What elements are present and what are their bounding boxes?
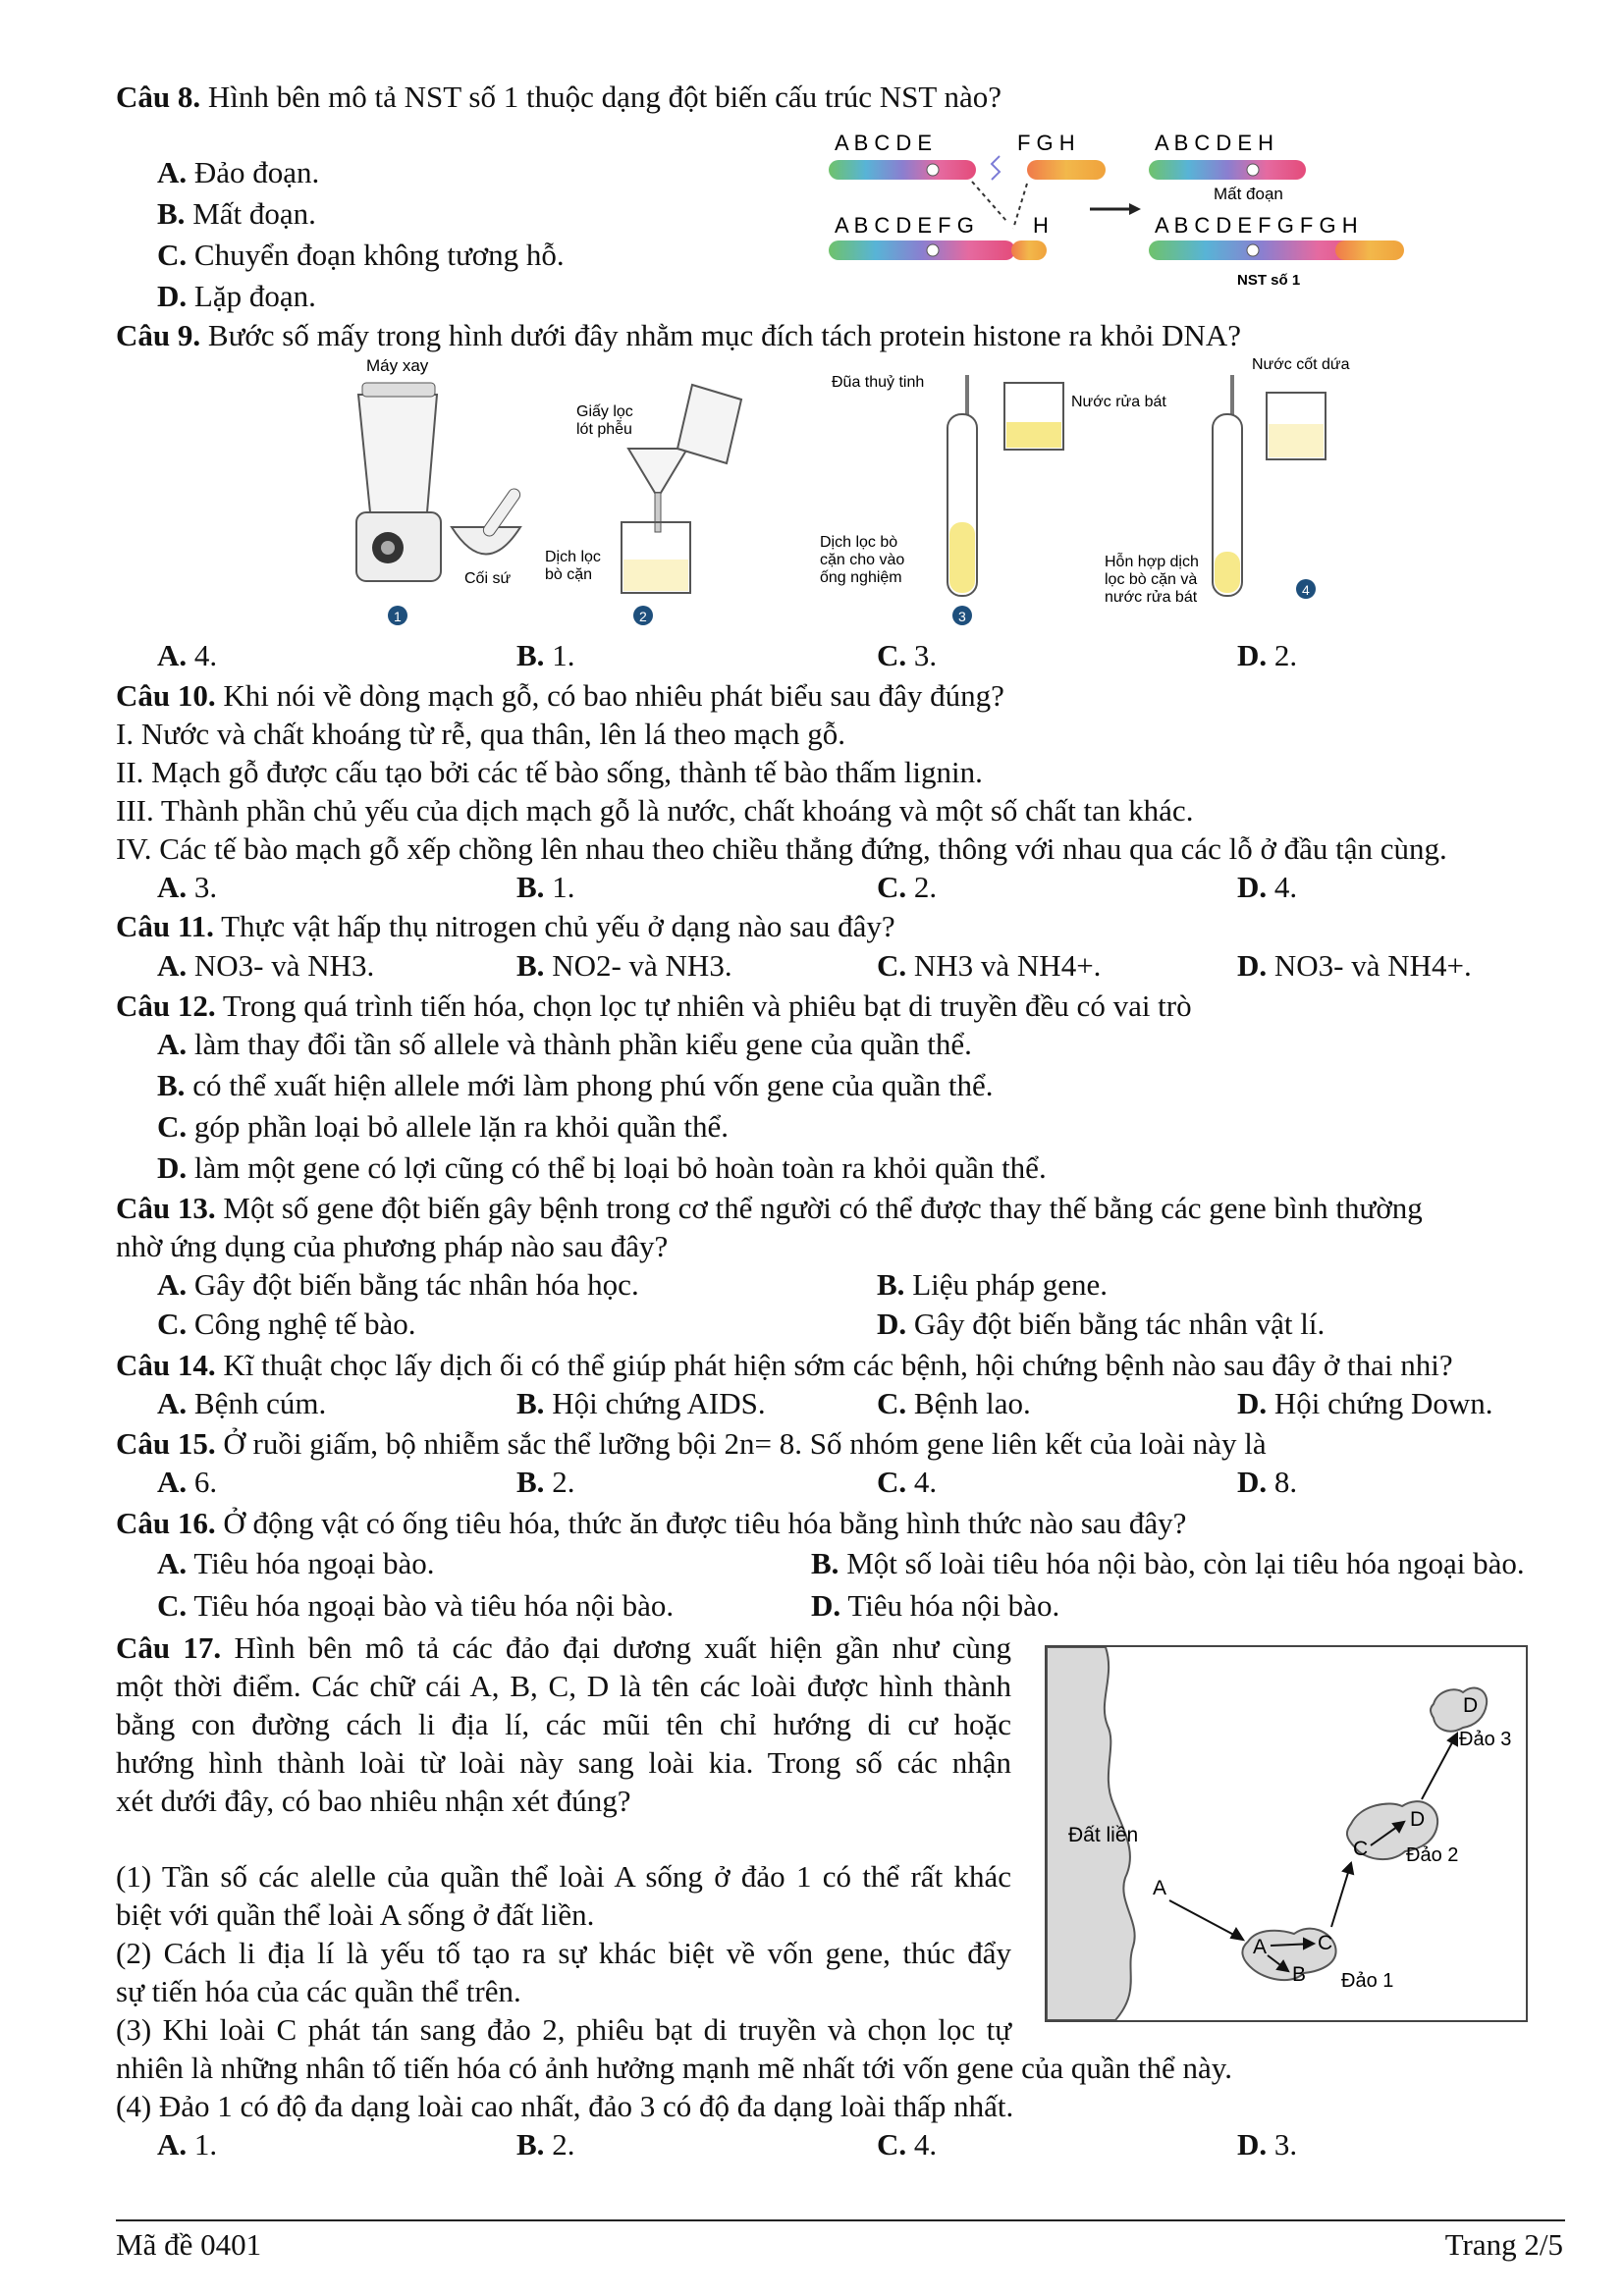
q12-label: Câu 12. [116, 988, 216, 1023]
fig9-label-mortar: Cối sứ [464, 570, 512, 587]
q13-option-b[interactable]: B. Liệu pháp gene. [877, 1267, 1109, 1302]
q17-intro-3: bằng con đường cách li địa lí, các mũi tên chỉ hướng di cư hoặc [116, 1707, 1011, 1741]
fig9-pitcher [677, 385, 741, 463]
q15-option-c[interactable]: C. 4. [877, 1465, 938, 1499]
q12-stem [116, 988, 1192, 1024]
map-label-island1: Đảo 1 [1341, 1970, 1394, 1992]
q14-text: Kĩ thuật chọc lấy dịch ối có thể giúp phát hiện sớm các bệnh, hội chứng bệnh nào sau đây ở thai nhi? [223, 1348, 1453, 1382]
q8-option-a[interactable]: A. Đảo đoạn. [157, 155, 320, 189]
q13-option-c[interactable]: C. Công nghệ tế bào. [157, 1307, 416, 1341]
q14-stem [116, 1347, 1453, 1383]
q17-option-b[interactable]: B. 2. [516, 2127, 575, 2162]
q10-option-a[interactable]: A. 3. [157, 870, 218, 904]
q10-statement-4: IV. Các tế bào mạch gỗ xếp chồng lên nhau theo chiều thẳng đứng, thông với nhau qua các lỗ ở đầu tận cùng. [116, 831, 1447, 866]
fig9-label-soap: Nước rửa bát [1071, 394, 1166, 410]
q8-option-d[interactable]: D. Lặp đoạn. [157, 279, 316, 313]
q17-stem [116, 1629, 1011, 1666]
fig8-label-top-mid: F G H [1017, 131, 1075, 155]
fig8-label-bottom-right: A B C D E F G F G H [1155, 213, 1358, 238]
fig8-label-top-right: A B C D E H [1155, 131, 1274, 155]
q17-statement-2b: sự tiến hóa của các quần thể trên. [116, 1974, 521, 2008]
q17-statement-3b: nhiên là những nhân tố tiến hóa có ảnh hưởng mạnh mẽ nhất tới vốn gene của quần thể này. [116, 2051, 1233, 2085]
q11-option-b[interactable]: B. NO2- và NH3. [516, 948, 732, 983]
fig8-chromosome-1a [829, 160, 976, 180]
fig9-label-pineapple: Nước cốt dứa [1252, 356, 1350, 373]
fig9-label-filter: Giấy lọc lót phễu [576, 403, 633, 438]
q17-intro-4: hướng hình thành loài từ loài này sang loài kia. Trong số các nhận [116, 1745, 1011, 1780]
fig8-result-deletion [1149, 160, 1306, 180]
q9-label: Câu 9. [116, 318, 201, 352]
q15-stem [116, 1425, 1267, 1462]
q15-option-a[interactable]: A. 6. [157, 1465, 218, 1499]
map-label-island3: Đảo 3 [1459, 1729, 1512, 1750]
q13-label: Câu 13. [116, 1191, 216, 1225]
q14-option-d[interactable]: D. Hội chứng Down. [1237, 1386, 1493, 1420]
q10-statement-3: III. Thành phần chủ yếu của dịch mạch gỗ là nước, chất khoáng và một số chất tan khác. [116, 793, 1194, 828]
q10-statement-1: I. Nước và chất khoáng từ rễ, qua thân, lên lá theo mạch gỗ. [116, 717, 845, 751]
svg-text:4: 4 [1302, 582, 1310, 598]
q10-option-b[interactable]: B. 1. [516, 870, 575, 904]
q16-label: Câu 16. [116, 1506, 216, 1540]
q11-option-d[interactable]: D. NO3- và NH4+. [1237, 948, 1472, 983]
q13-stem [116, 1190, 1423, 1226]
q17-statement-1b: biệt với quần thể loài A sống ở đất liền. [116, 1897, 595, 1932]
q15-option-b[interactable]: B. 2. [516, 1465, 575, 1499]
svg-text:2: 2 [639, 609, 647, 624]
q17-intro-5: xét dưới đây, có bao nhiêu nhận xét đúng? [116, 1784, 631, 1818]
fig8-label-top-left: A B C D E [835, 131, 933, 155]
fig9-funnel [628, 449, 687, 493]
q17-intro-2: một thời điểm. Các chữ cái A, B, C, D là tên các loài được hình thành [116, 1669, 1011, 1703]
q11-option-c[interactable]: C. NH3 và NH4+. [877, 948, 1102, 983]
q16-option-d[interactable]: D. Tiêu hóa nội bào. [811, 1588, 1060, 1623]
q17-statement-2a: (2) Cách li địa lí là yếu tố tạo ra sự khác biệt về vốn gene, thúc đẩy [116, 1936, 1011, 1970]
q11-label: Câu 11. [116, 909, 214, 943]
fig8-chromosome-1b [829, 240, 1015, 260]
q17-intro-1: Hình bên mô tả các đảo đại dương xuất hiện gần như cùng [234, 1630, 1012, 1665]
q9-option-b[interactable]: B. 1. [516, 638, 575, 672]
fig8-fragment [1027, 160, 1106, 180]
fig9-blender-jar [358, 395, 437, 512]
q14-option-a[interactable]: A. Bệnh cúm. [157, 1386, 327, 1420]
map-species-d-island3: D [1463, 1694, 1479, 1717]
fig9-label-blender: Máy xay [366, 356, 429, 375]
q9-option-c[interactable]: C. 3. [877, 638, 938, 672]
map-species-c-island2: C [1353, 1838, 1369, 1860]
q13-option-d[interactable]: D. Gây đột biến bằng tác nhân vật lí. [877, 1307, 1326, 1341]
q8-stem [116, 79, 1001, 115]
q10-label: Câu 10. [116, 678, 216, 713]
q10-text: Khi nói về dòng mạch gỗ, có bao nhiêu phát biểu sau đây đúng? [223, 678, 1004, 713]
q8-text: Hình bên mô tả NST số 1 thuộc dạng đột biến cấu trúc NST nào? [207, 80, 1002, 114]
q17-label: Câu 17. [116, 1630, 222, 1665]
q16-option-a[interactable]: A. Tiêu hóa ngoại bào. [157, 1546, 435, 1580]
map-label-island2: Đảo 2 [1406, 1844, 1459, 1866]
q17-option-d[interactable]: D. 3. [1237, 2127, 1298, 2162]
q11-text: Thực vật hấp thụ nitrogen chủ yếu ở dạng nào sau đây? [221, 909, 895, 943]
q9-text: Bước số mấy trong hình dưới đây nhằm mục đích tách protein histone ra khỏi DNA? [207, 318, 1242, 352]
q8-option-c[interactable]: C. Chuyển đoạn không tương hỗ. [157, 238, 565, 272]
q16-option-b[interactable]: B. Một số loài tiêu hóa nội bào, còn lại tiêu hóa ngoại bào. [811, 1546, 1525, 1580]
map-label-mainland: Đất liền [1068, 1824, 1139, 1846]
q15-option-d[interactable]: D. 8. [1237, 1465, 1298, 1499]
q9-option-a[interactable]: A. 4. [157, 638, 218, 672]
map-species-b-island1: B [1292, 1963, 1307, 1986]
q15-label: Câu 15. [116, 1426, 216, 1461]
q14-option-b[interactable]: B. Hội chứng AIDS. [516, 1386, 766, 1420]
island-3-shape [1431, 1688, 1487, 1732]
q10-statement-2: II. Mạch gỗ được cấu tạo bởi các tế bào sống, thành tế bào thấm lignin. [116, 755, 983, 789]
q14-label: Câu 14. [116, 1348, 216, 1382]
q12-text: Trong quá trình tiến hóa, chọn lọc tự nhiên và phiêu bạt di truyền đều có vai trò [222, 988, 1192, 1023]
q17-statement-3a: (3) Khi loài C phát tán sang đảo 2, phiêu bạt di truyền và chọn lọc tự [116, 2012, 1011, 2047]
fig9-label-tube: Dịch lọc bò cặn cho vào ống nghiệm [820, 534, 905, 586]
q13-option-a[interactable]: A. Gây đột biến bằng tác nhân hóa học. [157, 1267, 639, 1302]
q13-stem-cont: nhờ ứng dụng của phương pháp nào sau đây? [116, 1229, 669, 1263]
fig8-label-bottom-tail: H [1033, 213, 1049, 238]
fig9-label-filtrate: Dịch lọc bò cặn [545, 549, 601, 583]
q9-option-d[interactable]: D. 2. [1237, 638, 1298, 672]
fig8-caption-nst1: NST số 1 [1237, 272, 1301, 289]
fig8-label-bottom-left: A B C D E F G [835, 213, 974, 238]
q10-option-d[interactable]: D. 4. [1237, 870, 1298, 904]
q10-stem [116, 677, 1004, 714]
q8-option-b[interactable]: B. Mất đoạn. [157, 196, 316, 231]
svg-text:1: 1 [394, 609, 402, 624]
q17-option-a[interactable]: A. 1. [157, 2127, 218, 2162]
q9-procedure-figure [349, 355, 1365, 632]
q17-island-map [1045, 1645, 1528, 2022]
q15-text: Ở ruồi giấm, bộ nhiễm sắc thể lưỡng bội 2n= 8. Số nhóm gene liên kết của loài này là [223, 1426, 1267, 1461]
fig8-caption-deletion: Mất đoạn [1214, 185, 1283, 203]
q16-option-c[interactable]: C. Tiêu hóa ngoại bào và tiêu hóa nội bào. [157, 1588, 675, 1623]
q11-option-a[interactable]: A. NO3- và NH3. [157, 948, 375, 983]
fig9-label-rod: Đũa thuỷ tinh [832, 374, 925, 391]
svg-text:3: 3 [958, 609, 966, 624]
q16-text: Ở động vật có ống tiêu hóa, thức ăn được tiêu hóa bằng hình thức nào sau đây? [223, 1506, 1187, 1540]
footer-exam-code: Mã đề 0401 [116, 2227, 262, 2262]
q13-text: Một số gene đột biến gây bệnh trong cơ thể người có thể được thay thế bằng các gene bình thường [223, 1191, 1423, 1225]
map-species-c-island1: C [1318, 1932, 1333, 1954]
q8-label: Câu 8. [116, 80, 201, 114]
q9-stem [116, 317, 1241, 353]
q11-stem [116, 908, 895, 944]
map-species-a-mainland: A [1153, 1877, 1167, 1899]
q17-statement-1a: (1) Tần số các alelle của quần thể loài A sống ở đảo 1 có thể rất khác [116, 1859, 1011, 1894]
q17-statement-4: (4) Đảo 1 có độ đa dạng loài cao nhất, đảo 3 có độ đa dạng loài thấp nhất. [116, 2089, 1014, 2123]
map-species-a-island1: A [1253, 1936, 1268, 1958]
q12-option-a[interactable]: A. làm thay đổi tần số allele và thành phần kiểu gene của quần thể. [157, 1027, 972, 1061]
footer-page-number: Trang 2/5 [1444, 2227, 1563, 2262]
footer-divider [116, 2219, 1565, 2221]
q16-stem [116, 1505, 1186, 1541]
q12-option-c[interactable]: C. góp phần loại bỏ allele lặn ra khỏi quần thể. [157, 1109, 729, 1144]
fig9-label-mixture: Hỗn hợp dịch lọc bò cặn và nước rửa bát [1105, 554, 1199, 606]
q12-option-d[interactable]: D. làm một gene có lợi cũng có thể bị loại bỏ hoàn toàn ra khỏi quần thể. [157, 1150, 1047, 1185]
q10-option-c[interactable]: C. 2. [877, 870, 938, 904]
map-species-d-island2: D [1410, 1808, 1426, 1831]
q14-option-c[interactable]: C. Bệnh lao. [877, 1386, 1031, 1420]
q12-option-b[interactable]: B. có thể xuất hiện allele mới làm phong phú vốn gene của quần thể. [157, 1068, 994, 1102]
q17-option-c[interactable]: C. 4. [877, 2127, 938, 2162]
q8-chromosome-figure [825, 123, 1424, 299]
